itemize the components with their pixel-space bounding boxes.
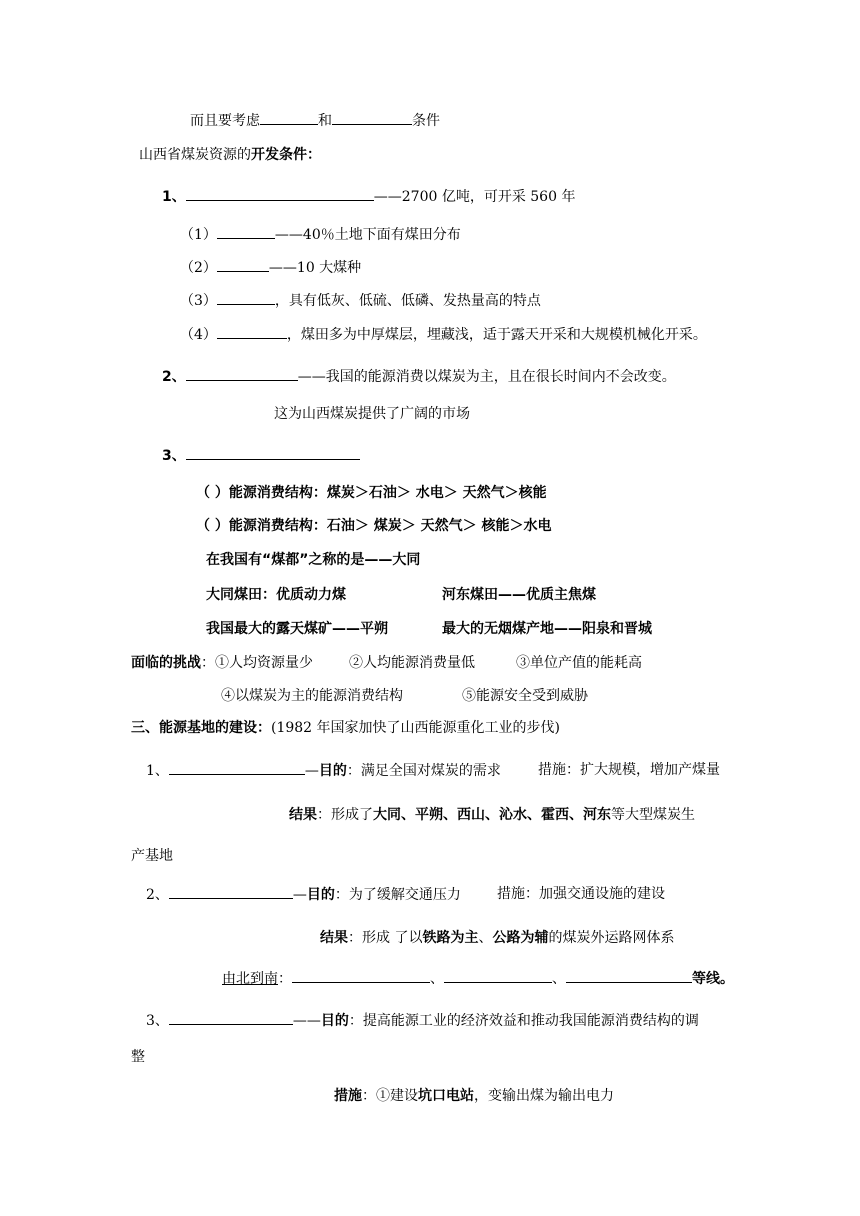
line-base-3: 3、 ——目的：提高能源工业的经济效益和推动我国能源消费结构的调 bbox=[146, 1010, 699, 1031]
fill-blank[interactable] bbox=[444, 968, 552, 983]
line-sub-2: （2） ——10 大煤种 bbox=[180, 257, 361, 278]
fill-blank[interactable] bbox=[217, 290, 275, 305]
line-coal-fields: 大同煤田：优质动力煤 bbox=[206, 587, 346, 603]
line-challenges-5: ⑤能源安全受到威胁 bbox=[462, 688, 588, 704]
fill-blank[interactable] bbox=[169, 1010, 293, 1025]
line-base-1: 1、 —目的：满足全国对煤炭的需求 bbox=[146, 760, 501, 781]
line-consider-conditions: 而且要考虑 和 条件 bbox=[190, 110, 440, 131]
line-base-3-cont: 整 bbox=[131, 1049, 145, 1065]
line-structure-a: （ ）能源消费结构：煤炭＞石油＞ 水电＞ 天然气＞核能 bbox=[196, 485, 547, 501]
line-base-1-measure: 措施：扩大规模，增加产煤量 bbox=[538, 762, 720, 778]
fill-blank[interactable] bbox=[566, 968, 692, 983]
fill-blank[interactable] bbox=[217, 257, 269, 272]
line-challenges-2: ②人均能源消费量低 bbox=[349, 655, 475, 671]
line-challenges: 面临的挑战：①人均资源量少 bbox=[131, 655, 313, 671]
line-item-2: 2、 ——我国的能源消费以煤炭为主，且在很长时间内不会改变。 bbox=[162, 366, 676, 387]
fill-blank[interactable] bbox=[169, 884, 293, 899]
line-base-1-result-cont: 产基地 bbox=[131, 848, 173, 864]
line-challenges-3: ③单位产值的能耗高 bbox=[516, 655, 642, 671]
line-market: 这为山西煤炭提供了广阔的市场 bbox=[274, 406, 470, 422]
section-three-heading: 三、能源基地的建设：(1982 年国家加快了山西能源重化工业的步伐) bbox=[131, 720, 561, 736]
fill-blank[interactable] bbox=[332, 110, 412, 125]
line-base-2-measure: 措施：加强交通设施的建设 bbox=[497, 886, 665, 902]
line-dev-conditions-heading: 山西省煤炭资源的开发条件： bbox=[139, 147, 321, 163]
line-base-2: 2、 —目的：为了缓解交通压力 bbox=[146, 884, 461, 905]
fill-blank[interactable] bbox=[186, 186, 374, 201]
fill-blank[interactable] bbox=[169, 760, 305, 775]
fill-blank[interactable] bbox=[217, 324, 287, 339]
line-sub-4: （4） ，煤田多为中厚煤层，埋藏浅，适于露天开采和大规模机械化开采。 bbox=[180, 324, 707, 345]
line-mines: 我国最大的露天煤矿——平朔 bbox=[206, 621, 388, 637]
fill-blank[interactable] bbox=[260, 110, 318, 125]
line-item-3: 3、 bbox=[162, 445, 360, 466]
line-sub-3: （3） ，具有低灰、低硫、低磷、发热量高的特点 bbox=[180, 290, 541, 311]
line-item-1: 1、 ——2700 亿吨，可开采 560 年 bbox=[162, 186, 575, 207]
fill-blank[interactable] bbox=[292, 968, 430, 983]
fill-blank[interactable] bbox=[186, 445, 360, 460]
fill-blank[interactable] bbox=[186, 366, 298, 381]
line-base-2-result: 结果：形成 了以铁路为主、公路为辅的煤炭外运路网体系 bbox=[320, 930, 675, 946]
line-coal-capital: 在我国有“煤都”之称的是——大同 bbox=[206, 552, 421, 568]
line-sub-1: （1） ——40％土地下面有煤田分布 bbox=[180, 224, 461, 245]
fill-blank[interactable] bbox=[217, 224, 275, 239]
line-coal-fields-right: 河东煤田——优质主焦煤 bbox=[442, 587, 596, 603]
line-base-3-measure: 措施：①建设坑口电站，变输出煤为输出电力 bbox=[334, 1088, 614, 1104]
line-mines-right: 最大的无烟煤产地——阳泉和晋城 bbox=[442, 621, 652, 637]
line-base-1-result: 结果：形成了大同、平朔、西山、沁水、霍西、河东等大型煤炭生 bbox=[289, 807, 695, 823]
line-railways: 由北到南： 、 、 等线。 bbox=[222, 968, 734, 989]
line-challenges-4: ④以煤炭为主的能源消费结构 bbox=[221, 688, 403, 704]
line-structure-b: （ ）能源消费结构：石油＞ 煤炭＞ 天然气＞ 核能＞水电 bbox=[196, 518, 552, 534]
